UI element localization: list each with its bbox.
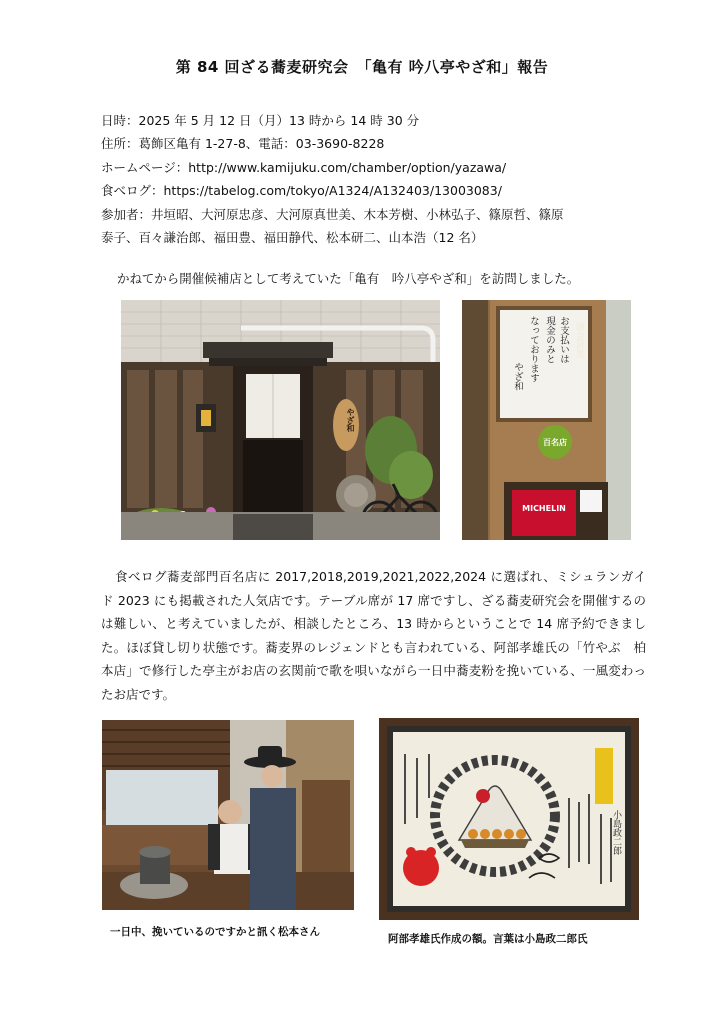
tabelog-link[interactable]: 食べログ：https://tabelog.com/tokyo/A1324/A132403/13003083/	[101, 183, 502, 199]
sign-line-3: なっております	[528, 316, 539, 383]
caption-grinding: 一日中、挽いているのですかと訊く松本さん	[110, 926, 320, 938]
participants-line-1: 参加者：井垣昭、大河原忠彦、大河原真世美、木本芳樹、小林弘子、篠原哲、篠原	[101, 206, 564, 222]
participants-line-2: 泰子、百々謙治郎、福田豊、福田静代、松本研二、山本浩（12 名）	[101, 230, 484, 246]
report-title: 第 84 回ざる蕎麦研究会 「亀有 吟八亭やざ和」報告	[175, 58, 549, 76]
grinding-photo	[102, 720, 354, 910]
sign-line-2: 現金のみと	[544, 316, 555, 364]
sign-side-text: 御会計処	[574, 322, 584, 358]
event-date: 日時：2025 年 5 月 12 日（月）13 時から 14 時 30 分	[101, 113, 420, 128]
homepage-link[interactable]: ホームページ：http://www.kamijuku.com/chamber/option/yazawa/	[101, 159, 507, 175]
sign-line-1: お支払いは	[558, 316, 569, 364]
caption-framed-board: 阿部孝雄氏作成の額。言葉は小島政二郎氏	[388, 933, 588, 945]
event-address: 住所：葛飾区亀有 1-27-8、電話：03-3690-8228	[101, 136, 385, 152]
michelin-plate: MICHELIN	[522, 504, 566, 513]
shop-entrance-photo	[121, 300, 440, 540]
intro-paragraph: かねてから開催候補店として考えていた「亀有 吟八亭やざ和」を訪問しました。	[117, 271, 580, 286]
sign-line-4: やざ和	[512, 362, 523, 391]
framed-board-photo	[379, 718, 639, 920]
board-author-name: 小島政二郎	[611, 810, 621, 855]
hyakumeiten-badge: 百名店	[543, 438, 567, 447]
payment-sign-photo	[462, 300, 631, 540]
event-info	[101, 109, 661, 249]
main-paragraph: 食べログ蕎麦部門百名店に 2017,2018,2019,2021,2022,2024 に選ばれ、ミシュランガイド 2023 にも掲載された人気店です。テーブル席が 17 席ですし、ざる蕎麦研究会を開催するのは難しい、と考えていましたが、相談したところ、13 時からということで 14 席予約できました。ほぼ貸し切り状態です。蕎麦界のレジェンドとも言われている、阿部孝雄氏の「竹やぶ 柏本店」で修行した亭主がお店の玄関前で歌を唄いながら一日中蕎麦粉を挽いている、一風変わったお店です。	[101, 569, 646, 702]
noren-sign-text: やざ和	[346, 408, 355, 432]
